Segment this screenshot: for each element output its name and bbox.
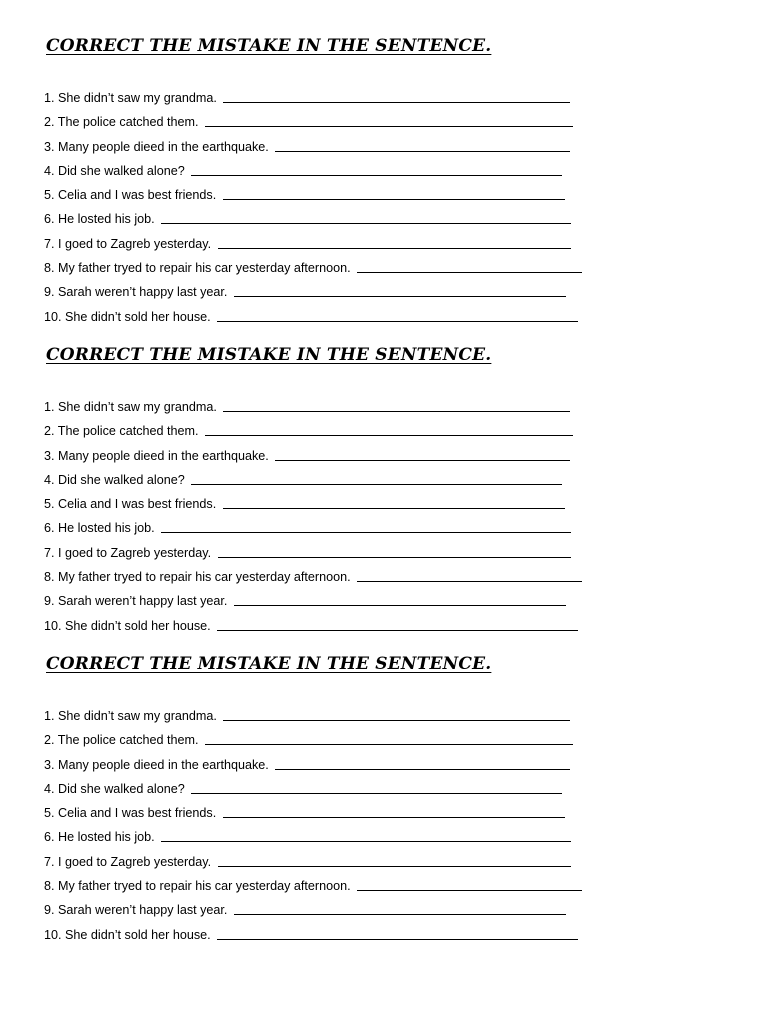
item-sentence: I goed to Zagreb yesterday.	[58, 236, 212, 251]
exercise-item	[44, 925, 582, 949]
exercise-item	[44, 567, 582, 591]
exercise-item	[44, 876, 582, 900]
item-number: 5.	[44, 497, 55, 512]
answer-blank-line[interactable]	[357, 889, 582, 891]
exercise-item	[44, 137, 582, 161]
exercise-list	[44, 397, 582, 640]
exercise-item	[44, 470, 582, 494]
item-sentence: Many people dieed in the earthquake.	[58, 757, 269, 772]
item-number: 10.	[44, 927, 62, 942]
item-sentence: Did she walked alone?	[58, 781, 185, 796]
exercise-item	[44, 900, 582, 924]
item-sentence: The police catched them.	[57, 115, 199, 130]
item-sentence: He losted his job.	[58, 521, 155, 536]
answer-blank-line[interactable]	[191, 792, 562, 794]
answer-blank-line[interactable]	[234, 913, 566, 915]
exercise-item	[44, 446, 582, 470]
exercise-item	[44, 755, 582, 779]
answer-blank-line[interactable]	[205, 434, 573, 436]
item-number: 10.	[44, 618, 62, 633]
answer-blank-line[interactable]	[223, 719, 570, 721]
item-number: 9.	[44, 594, 55, 609]
item-sentence: My father tryed to repair his car yesterday afternoon.	[58, 570, 351, 585]
item-number: 2.	[44, 733, 55, 748]
item-number: 3.	[44, 448, 55, 463]
item-number: 7.	[44, 854, 55, 869]
item-sentence: Sarah weren’t happy last year.	[58, 903, 228, 918]
answer-blank-line[interactable]	[161, 222, 571, 224]
item-sentence: Many people dieed in the earthquake.	[58, 139, 269, 154]
item-number: 7.	[44, 236, 55, 251]
exercise-item	[44, 779, 582, 803]
item-number: 3.	[44, 757, 55, 772]
item-sentence: Many people dieed in the earthquake.	[58, 448, 269, 463]
item-sentence: The police catched them.	[57, 733, 199, 748]
answer-blank-line[interactable]	[161, 531, 571, 533]
item-sentence: Celia and I was best friends.	[58, 188, 217, 203]
answer-blank-line[interactable]	[217, 938, 578, 940]
item-number: 9.	[44, 285, 55, 300]
item-sentence: My father tryed to repair his car yesterday afternoon.	[58, 879, 351, 894]
item-number: 5.	[44, 188, 55, 203]
answer-blank-line[interactable]	[223, 198, 565, 200]
answer-blank-line[interactable]	[161, 840, 571, 842]
item-number: 10.	[44, 309, 62, 324]
item-number: 8.	[44, 570, 55, 585]
section-title: CORRECT THE MISTAKE IN THE SENTENCE.	[46, 345, 492, 365]
item-number: 9.	[44, 903, 55, 918]
item-number: 6.	[44, 521, 55, 536]
item-number: 1.	[44, 709, 55, 723]
exercise-list	[44, 706, 582, 949]
section-title: CORRECT THE MISTAKE IN THE SENTENCE.	[46, 36, 492, 56]
exercise-item	[44, 852, 582, 876]
answer-blank-line[interactable]	[275, 768, 570, 770]
exercise-item	[44, 185, 582, 209]
exercise-item	[44, 258, 582, 282]
answer-blank-line[interactable]	[217, 320, 578, 322]
exercise-item	[44, 543, 582, 567]
exercise-item	[44, 421, 582, 445]
answer-blank-line[interactable]	[357, 271, 582, 273]
item-sentence: My father tryed to repair his car yesterday afternoon.	[58, 261, 351, 276]
exercise-item	[44, 591, 582, 615]
answer-blank-line[interactable]	[218, 247, 571, 249]
item-sentence: I goed to Zagreb yesterday.	[58, 854, 212, 869]
answer-blank-line[interactable]	[191, 483, 562, 485]
exercise-item	[44, 616, 582, 640]
item-sentence: She didn’t sold her house.	[65, 927, 211, 942]
answer-blank-line[interactable]	[223, 816, 565, 818]
answer-blank-line[interactable]	[223, 507, 565, 509]
answer-blank-line[interactable]	[191, 174, 562, 176]
item-sentence: She didn’t saw my grandma.	[58, 709, 217, 723]
item-number: 6.	[44, 830, 55, 845]
answer-blank-line[interactable]	[218, 556, 571, 558]
item-sentence: She didn’t sold her house.	[65, 618, 211, 633]
item-number: 6.	[44, 212, 55, 227]
item-sentence: She didn’t sold her house.	[65, 309, 211, 324]
item-sentence: The police catched them.	[57, 424, 199, 439]
exercise-item	[44, 161, 582, 185]
section-title: CORRECT THE MISTAKE IN THE SENTENCE.	[46, 654, 492, 674]
item-number: 4.	[44, 163, 55, 178]
item-sentence: Sarah weren’t happy last year.	[58, 594, 228, 609]
item-sentence: She didn’t saw my grandma.	[58, 91, 217, 105]
answer-blank-line[interactable]	[275, 459, 570, 461]
item-sentence: Sarah weren’t happy last year.	[58, 285, 228, 300]
exercise-item	[44, 730, 582, 754]
item-sentence: He losted his job.	[58, 830, 155, 845]
exercise-item	[44, 88, 582, 112]
item-number: 3.	[44, 139, 55, 154]
item-sentence: Celia and I was best friends.	[58, 497, 217, 512]
exercise-item	[44, 397, 582, 421]
exercise-item	[44, 209, 582, 233]
item-sentence: He losted his job.	[58, 212, 155, 227]
exercise-item	[44, 112, 582, 136]
answer-blank-line[interactable]	[223, 101, 570, 103]
answer-blank-line[interactable]	[205, 125, 573, 127]
item-sentence: Celia and I was best friends.	[58, 806, 217, 821]
item-number: 1.	[44, 400, 55, 414]
answer-blank-line[interactable]	[234, 295, 566, 297]
answer-blank-line[interactable]	[217, 629, 578, 631]
answer-blank-line[interactable]	[218, 865, 571, 867]
exercise-item	[44, 706, 582, 730]
item-number: 5.	[44, 806, 55, 821]
exercise-item	[44, 494, 582, 518]
answer-blank-line[interactable]	[275, 150, 570, 152]
item-number: 4.	[44, 781, 55, 796]
answer-blank-line[interactable]	[357, 580, 582, 582]
item-number: 8.	[44, 879, 55, 894]
exercise-item	[44, 827, 582, 851]
item-sentence: She didn’t saw my grandma.	[58, 400, 217, 414]
exercise-item	[44, 234, 582, 258]
item-sentence: Did she walked alone?	[58, 472, 185, 487]
exercise-item	[44, 307, 582, 331]
answer-blank-line[interactable]	[205, 743, 573, 745]
answer-blank-line[interactable]	[234, 604, 566, 606]
item-number: 2.	[44, 424, 55, 439]
answer-blank-line[interactable]	[223, 410, 570, 412]
exercise-item	[44, 803, 582, 827]
item-sentence: Did she walked alone?	[58, 163, 185, 178]
item-number: 8.	[44, 261, 55, 276]
item-sentence: I goed to Zagreb yesterday.	[58, 545, 212, 560]
exercise-list	[44, 88, 582, 331]
item-number: 2.	[44, 115, 55, 130]
exercise-item	[44, 518, 582, 542]
exercise-item	[44, 282, 582, 306]
item-number: 7.	[44, 545, 55, 560]
item-number: 1.	[44, 91, 55, 105]
item-number: 4.	[44, 472, 55, 487]
